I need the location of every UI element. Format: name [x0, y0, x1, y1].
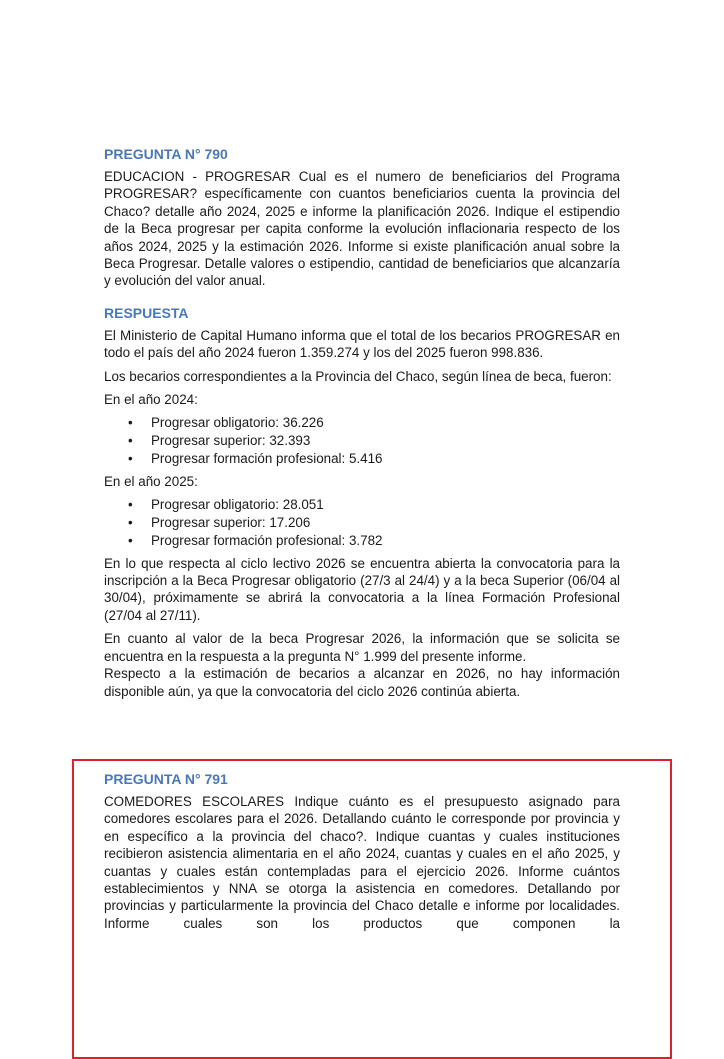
bullet-icon: •: [128, 515, 133, 531]
bullet-icon: •: [128, 497, 133, 513]
list-item: • Progresar formación profesional: 5.416: [128, 451, 383, 467]
question-791-text: COMEDORES ESCOLARES Indique cuánto es el presupuesto asignado para comedores escolares para el 2026. Detallando cuánto le corresponde por provincia y en específico a la provincia del chaco?. Indique cuantas y cuales instituciones recibieron asistencia alimentaria en el año 2024, cuantas y cuales en el año 2025, y cuantas y cuales están contempladas para el ejercicio 2026. Informe cuántos establecimientos y NNA se otorga la asistencia en comedores. Detallando por provincias y particularmente la provincia del Chaco detalle e informe por localidades. Informe cuales son los productos que componen la: [104, 794, 620, 931]
year-2025-list: [104, 496, 620, 549]
question-791-heading: PREGUNTA N° 791: [104, 771, 228, 787]
answer-790-heading: RESPUESTA: [104, 304, 189, 321]
year-2025-label: En el año 2025:: [104, 473, 198, 489]
bullet-icon: •: [128, 451, 133, 467]
answer-intro-paragraph: El Ministerio de Capital Humano informa que el total de los becarios PROGRESAR en todo el país del año 2024 fueron 1.359.274 y los del 2025 fueron 998.836.: [104, 327, 620, 361]
bullet-icon: •: [128, 433, 133, 449]
question-791-section: [104, 770, 620, 938]
list-item: • Progresar obligatorio: 28.051: [128, 497, 324, 513]
value-2026-paragraph: En cuanto al valor de la beca Progresar 2026, la información que se solicita se encuentra en la respuesta a la pregunta N° 1.999 del presente informe.: [104, 631, 620, 664]
year-2024-label: En el año 2024:: [104, 392, 198, 408]
bullet-icon: •: [128, 415, 133, 431]
question-790-section: [104, 145, 620, 706]
list-item: • Progresar superior: 17.206: [128, 515, 311, 531]
question-790-text: EDUCACION - PROGRESAR Cual es el numero de beneficiarios del Programa PROGRESAR? específicamente con cuantos beneficiarios cuenta la provincia del Chaco? detalle año 2024, 2025 e informe la planificación 2026. Indique el estipendio de la Beca progresar per capita conforme la evolución inflacionaria respecto de los años 2024, 2025 y la estimación 2026. Informe si existe planificación anual sobre la Beca Progresar. Detalle valores o estipendio, cantidad de beneficiarios que alcanzaría y evolución del valor anual.: [104, 169, 620, 289]
year-2024-list: [104, 414, 620, 467]
question-790-heading: PREGUNTA N° 790: [104, 146, 228, 162]
cycle-2026-paragraph: En lo que respecta al ciclo lectivo 2026 se encuentra abierta la convocatoria para la inscripción a la Beca Progresar obligatorio (27/3 al 24/4) y a la beca Superior (06/04 al 30/04), próximamente se abrirá la convocatoria a la línea Formación Profesional (27/04 al 27/11).: [104, 555, 620, 623]
estimate-2026-paragraph: Respecto a la estimación de becarios a alcanzar en 2026, no hay información disponible aún, ya que la convocatoria del ciclo 2026 continúa abierta.: [104, 666, 620, 699]
chaco-intro-paragraph: Los becarios correspondientes a la Provincia del Chaco, según línea de beca, fueron:: [104, 368, 612, 384]
list-item: • Progresar formación profesional: 3.782: [128, 532, 383, 548]
list-item: • Progresar obligatorio: 36.226: [128, 415, 324, 431]
bullet-icon: •: [128, 532, 133, 548]
list-item: • Progresar superior: 32.393: [128, 433, 311, 449]
